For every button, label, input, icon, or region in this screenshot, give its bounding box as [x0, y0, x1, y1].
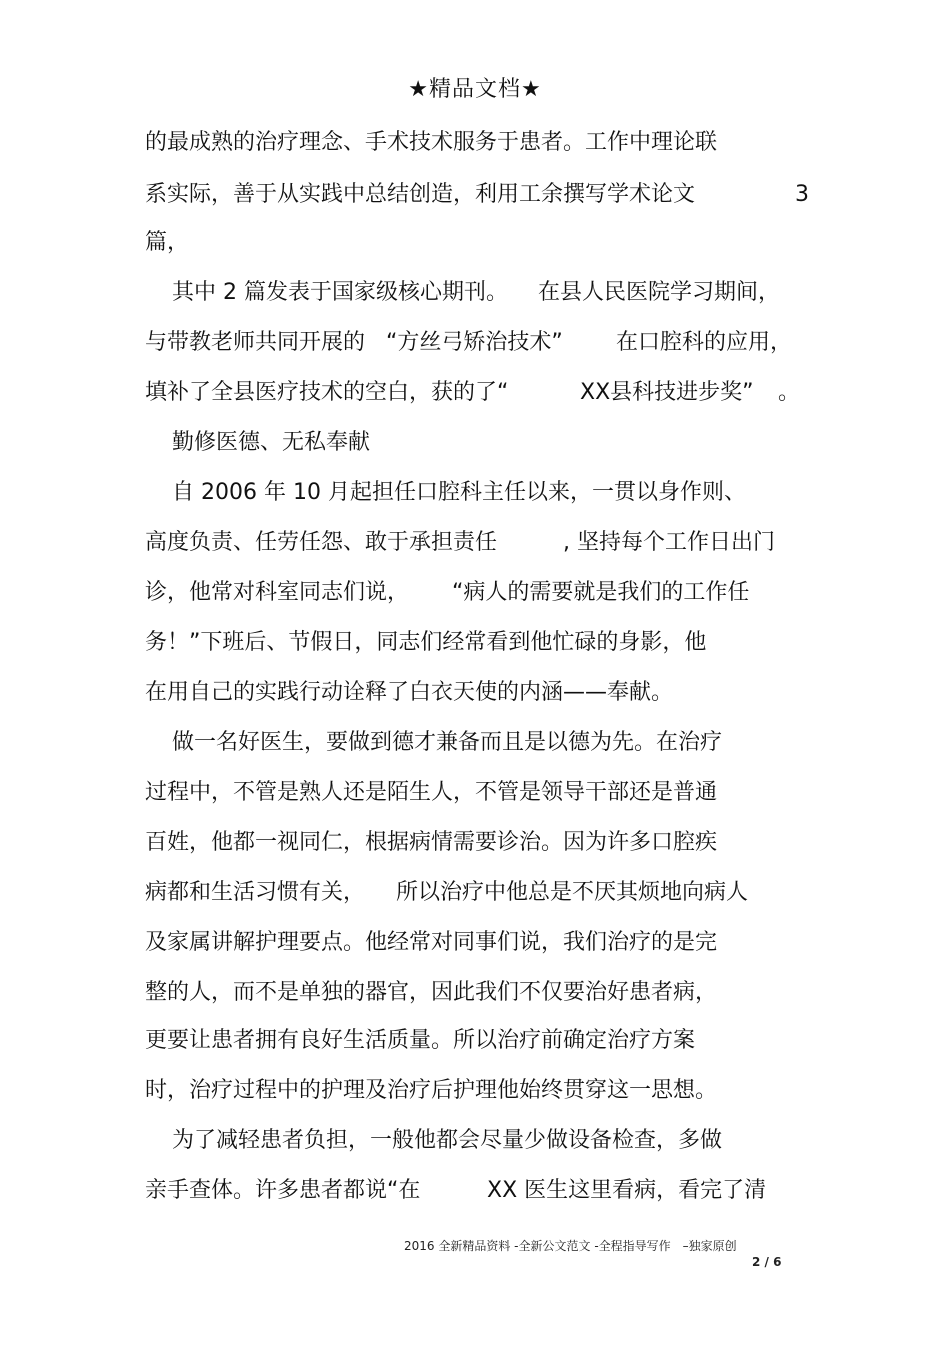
text-segment: 整的人，而不是单独的器官，因此我们不仅要治好患者病，	[145, 980, 718, 1005]
text-segment: 做一名好医生，要做到德才兼备而且是以德为先。在治疗	[172, 730, 723, 755]
text-segment: 3	[795, 182, 809, 207]
text-segment: 的最成熟的治疗理念、手术技术服务于患者。工作中理论联	[145, 130, 718, 155]
text-segment: 篇，	[145, 230, 190, 255]
text-segment: 勤修医德、无私奉献	[172, 430, 371, 455]
text-segment: 诊，他常对科室同志们说，	[145, 580, 410, 605]
text-segment: 为了减轻患者负担，一般他都会尽量少做设备检查，多做	[172, 1128, 723, 1153]
text-segment: 自 2006 年 10 月起担任口腔科主任以来，一贯以身作则、	[172, 480, 746, 505]
text-segment: 在口腔科的应用，	[616, 330, 793, 355]
text-segment: 及家属讲解护理要点。他经常对同事们说，我们治疗的是完	[145, 930, 718, 955]
text-segment: 病都和生活习惯有关，	[145, 880, 366, 905]
text-segment: “病人的需要就是我们的工作任	[452, 580, 750, 605]
text-segment: 更要让患者拥有良好生活质量。所以治疗前确定治疗方案	[145, 1028, 696, 1053]
text-segment: 百姓，他都一视同仁，根据病情需要诊治。因为许多口腔疾	[145, 830, 718, 855]
text-segment: , 坚持每个工作日出门	[563, 530, 775, 555]
page-footer: 2016 全新精品资料 -全新公文范文 -全程指导写作 –独家原创	[404, 1239, 737, 1253]
text-segment: 其中 2 篇发表于国家级核心期刊。	[172, 280, 508, 305]
text-segment: 在县人民医院学习期间，	[538, 280, 781, 305]
text-segment: XX县科技进步奖”	[580, 380, 754, 405]
text-segment: 过程中，不管是熟人还是陌生人，不管是领导干部还是普通	[145, 780, 718, 805]
text-segment: 在用自己的实践行动诠释了白衣天使的内涵——奉献。	[145, 680, 674, 705]
text-segment: 。	[778, 380, 801, 405]
text-segment: 与带教老师共同开展的	[145, 330, 366, 355]
text-segment: 务！”下班后、节假日，同志们经常看到他忙碌的身影，他	[145, 630, 707, 655]
text-segment: “方丝弓矫治技术”	[386, 330, 563, 355]
text-segment: 填补了全县医疗技术的空白，获的了“	[145, 380, 509, 405]
text-segment: XX 医生这里看病，看完了清	[487, 1178, 767, 1203]
text-segment: 高度负责、任劳任怨、敢于承担责任	[145, 530, 498, 555]
page-header-title: ★精品文档★	[408, 77, 542, 102]
text-segment: 系实际，善于从实践中总结创造，利用工余撰写学术论文	[145, 182, 696, 207]
page-number: 2 / 6	[752, 1255, 782, 1269]
text-segment: 亲手查体。许多患者都说“在	[145, 1178, 421, 1203]
text-segment: 所以治疗中他总是不厌其烦地向病人	[396, 880, 749, 905]
text-segment: 时，治疗过程中的护理及治疗后护理他始终贯穿这一思想。	[145, 1078, 718, 1103]
